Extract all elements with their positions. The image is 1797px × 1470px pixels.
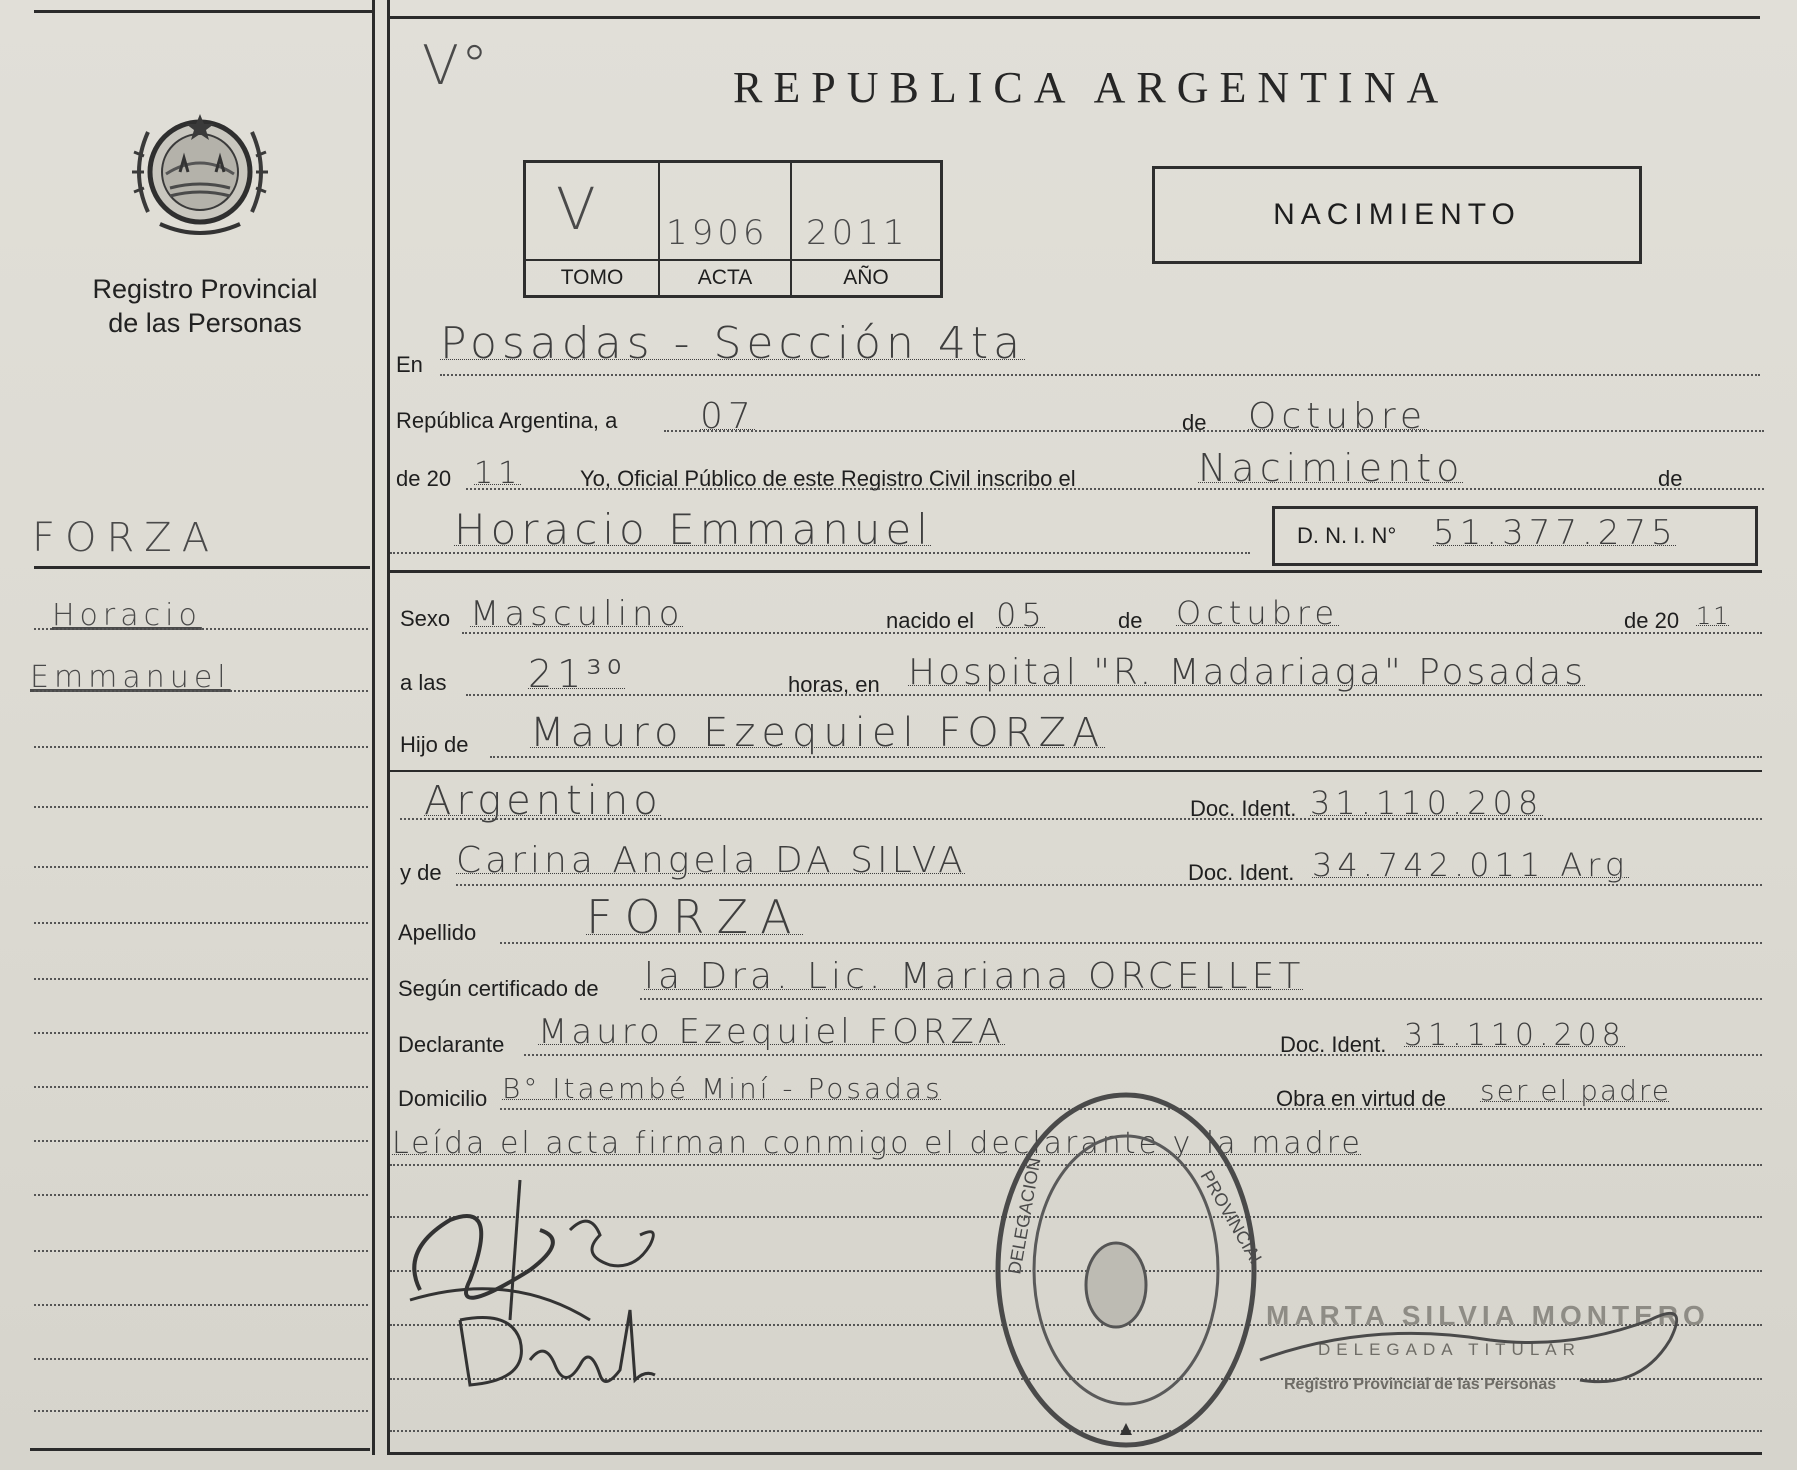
certificado-label: Según certificado de <box>398 976 599 1001</box>
dotline-apellido <box>500 942 1762 944</box>
de20-label: de 20 <box>396 466 452 491</box>
section-rule <box>390 570 1762 573</box>
dotline-en <box>440 374 1760 376</box>
registry-name-line2: de las Personas <box>108 308 302 338</box>
official-title: DELEGADA TITULAR <box>1318 1340 1581 1359</box>
mother-doc-value: 34.742.011 Arg <box>1312 846 1630 884</box>
tomo-cell <box>526 163 660 295</box>
republica-label: República Argentina, a <box>396 408 618 433</box>
father-value: Mauro Ezequiel FORZA <box>530 710 1106 756</box>
dni-value: 51.377.275 <box>1433 513 1678 553</box>
margin-dotline <box>34 690 368 692</box>
reading-line: Leída el acta firman conmigo el declarante y la madre <box>392 1126 1363 1161</box>
father-doc-value: 31.110.208 <box>1310 784 1544 822</box>
signature-delegate <box>1250 1280 1710 1420</box>
hijo-label: Hijo de <box>400 732 469 757</box>
dotline-alas <box>466 694 1762 696</box>
top-rule-right <box>388 16 1760 19</box>
margin-dotline <box>34 1086 368 1088</box>
domicilio-label: Domicilio <box>398 1086 488 1111</box>
margin-dotline <box>34 1032 368 1034</box>
margin-dotline <box>34 806 368 808</box>
dotline-sexo <box>462 632 1762 634</box>
birth-month-value: Octubre <box>1176 594 1340 632</box>
svg-text:DELEGACION: DELEGACION <box>1004 1155 1045 1276</box>
day-value: 07 <box>700 396 756 437</box>
year-value: 11 <box>474 456 523 491</box>
reason-value: ser el padre <box>1480 1074 1671 1107</box>
column-divider-1 <box>372 0 375 1455</box>
anio-label: AÑO <box>792 259 940 295</box>
alas-label: a las <box>400 670 447 695</box>
acta-cell <box>660 163 792 295</box>
nacido-label: nacido el <box>886 608 975 633</box>
bottom-rule-left <box>30 1448 370 1451</box>
birth-place-value: Hospital "R. Madariaga" Posadas <box>908 652 1586 693</box>
dotline-hijo <box>490 756 1762 758</box>
acta-label: ACTA <box>660 259 790 295</box>
act-type-value: Nacimiento <box>1198 446 1465 490</box>
certificate-value: la Dra. Lic. Mariana ORCELLET <box>644 956 1305 997</box>
yde-label: y de <box>400 860 442 885</box>
birth-year-value: 11 <box>1696 602 1731 630</box>
birth-day-value: 05 <box>996 596 1047 634</box>
sexo-label: Sexo <box>400 606 451 631</box>
svg-text:PROVINCIAL: PROVINCIAL <box>1196 1167 1262 1272</box>
anio-value: 2011 <box>806 213 909 253</box>
obra-label: Obra en virtud de <box>1276 1086 1446 1111</box>
margin-dotline <box>34 922 368 924</box>
dotline-de20 <box>466 488 1764 490</box>
register-box <box>523 160 943 298</box>
dni-box <box>1272 506 1758 566</box>
declarant-doc-value: 31.110.208 <box>1404 1018 1626 1053</box>
official-department: Registro Provincial de las Personas <box>1284 1376 1557 1393</box>
tomo-value: V <box>556 175 601 243</box>
record-type-box <box>1152 166 1642 264</box>
country-title: REPUBLICA ARGENTINA <box>733 63 1450 112</box>
margin-dotline <box>34 1410 368 1412</box>
apellido-label: Apellido <box>398 920 477 945</box>
hijo-rule <box>390 770 1762 772</box>
record-type: NACIMIENTO <box>1273 198 1521 231</box>
signature-declarant <box>440 1290 660 1400</box>
anio-cell <box>792 163 940 295</box>
official-round-stamp <box>990 1085 1262 1455</box>
place-value: Posadas - Sección 4ta <box>440 318 1026 369</box>
dotline-certificado <box>640 998 1762 1000</box>
margin-dotline <box>34 746 368 748</box>
address-value: B° Itaembé Miní - Posadas <box>502 1072 943 1105</box>
margin-dotline <box>34 1304 368 1306</box>
margin-dotline <box>34 978 368 980</box>
margin-dotline <box>34 1250 368 1252</box>
horas-label: horas, en <box>788 672 880 697</box>
dni-label: D. N. I. N° <box>1297 523 1397 548</box>
de20-label-2: de 20 <box>1624 608 1680 633</box>
dotline-child <box>390 552 1250 554</box>
de-label: de <box>1182 410 1207 435</box>
sex-value: Masculino <box>470 594 685 634</box>
dotline-republica <box>664 430 1764 432</box>
acta-value: 1906 <box>666 213 769 253</box>
declarant-value: Mauro Ezequiel FORZA <box>538 1012 1006 1052</box>
official-name: MARTA SILVIA MONTERO <box>1266 1300 1710 1331</box>
declarante-label: Declarante <box>398 1032 505 1057</box>
registry-name-line1: Registro Provincial <box>92 274 318 304</box>
margin-dotline <box>34 628 368 630</box>
margin-dotline <box>34 866 368 868</box>
doc-ident-label: Doc. Ident. <box>1190 796 1297 821</box>
doc-ident-label-3: Doc. Ident. <box>1280 1032 1387 1057</box>
inscribo-label: Yo, Oficial Público de este Registro Civil inscribo el <box>580 466 1076 491</box>
de-label-2: de <box>1658 466 1683 491</box>
margin-name-2: Emmanuel <box>30 660 231 695</box>
margin-name-1: Horacio <box>52 598 202 633</box>
dotline-declarante <box>524 1054 1762 1056</box>
margin-dotline <box>34 1194 368 1196</box>
margin-surname: FORZA <box>32 515 220 561</box>
dotline-nationality <box>400 818 1762 820</box>
margin-surname-rule <box>34 566 370 569</box>
province-seal-emblem <box>120 92 280 252</box>
corner-mark: V° <box>422 34 490 97</box>
birth-time-value: 21³⁰ <box>528 652 627 696</box>
child-name-value: Horacio Emmanuel <box>454 505 933 554</box>
en-label: En <box>396 352 423 377</box>
de-label-3: de <box>1118 608 1143 633</box>
top-rule-left <box>34 10 374 13</box>
dotline-yde <box>456 884 1762 886</box>
margin-dotline <box>34 1140 368 1142</box>
tomo-label: TOMO <box>526 259 658 295</box>
surname-value: FORZA <box>586 890 804 944</box>
mother-value: Carina Angela DA SILVA <box>456 840 967 881</box>
month-value: Octubre <box>1248 396 1428 437</box>
father-nationality-value: Argentino <box>424 778 663 824</box>
margin-dotline <box>34 1358 368 1360</box>
doc-ident-label-2: Doc. Ident. <box>1188 860 1295 885</box>
